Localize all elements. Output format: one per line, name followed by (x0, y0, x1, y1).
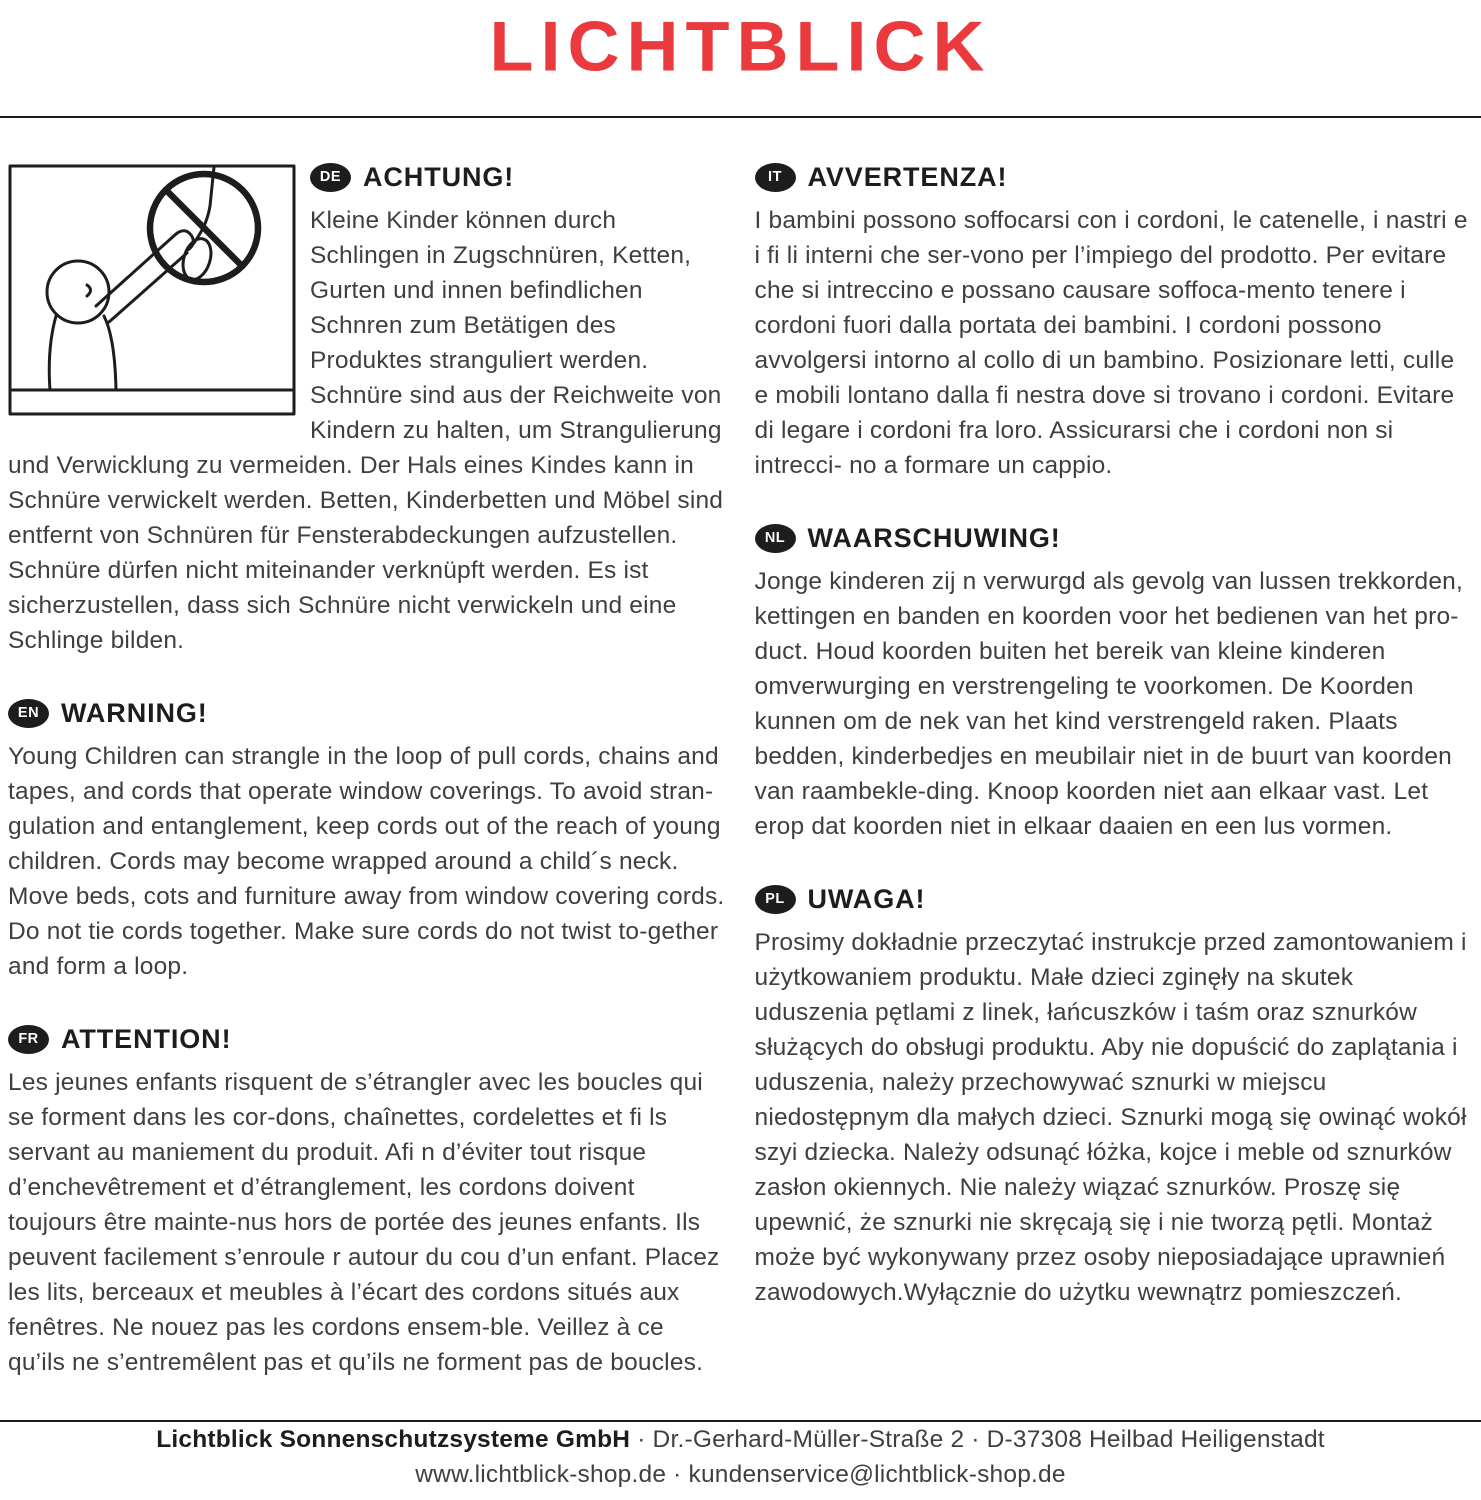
section-body-nl: Jonge kinderen zij n verwurgd als gevolg van lussen trekkorden, kettingen en banden en koorden voor het bedienen van het pro-duct. Houd koorden buiten het bereik van kleine kinderen omverwurging en verstrengeling te voorkomen. De Koorden kunnen om de nek van het kind verstrengeld raken. Plaats bedden, kinderbedjes en meubilair niet in de buurt van koorden van raambekle-ding. Knoop koorden niet aan elkaar vast. Let erop dat koorden niet in elkaar daaien en een lus vormen. (754, 567, 1464, 840)
prohibition-slash (166, 190, 242, 266)
section-body-fr: Les jeunes enfants risquent de s’étrangler avec les boucles qui se forment dans les cor-dons, chaînettes, cordelettes et fi ls servant au maniement du produit. Afi n d’éviter tout risque d’enchevêtrement et d’étranglement, les cordons doivent toujours être mainte-nus hors de portée des jeunes enfants. Ils peuvent facilement s’enroule r autour du cou d’un enfant. Placez les lits, berceaux et meubles à l’écart des cordons situés aux fenêtres. Ne nouez pas les cordons ensem-ble. Veillez à ce qu’ils ne s’entremêlent pas et qu’ils ne forment pas de boucles. (8, 1068, 720, 1376)
left-column (8, 162, 725, 1380)
section-title-nl: WAARSCHUWING! (807, 522, 1061, 553)
child-head (47, 261, 109, 323)
section-heading-pl (755, 884, 1472, 915)
lang-badge-de: DE (310, 163, 351, 192)
company-name: Lichtblick Sonnenschutzsysteme GmbH (156, 1426, 631, 1453)
strangulation-warning-illustration (8, 164, 296, 416)
section-nl (755, 523, 1472, 844)
child-hand (176, 230, 193, 249)
section-body-it: I bambini possono soffocarsi con i cordoni, le catenelle, i nastri e i fi li interni che ser-vono per l’impiego del prodotto. Per evitare che si intreccino e possano causare soffoca-mento tenere i cordoni fuori dalla portata dei bambini. I cordoni possono avvolgersi intorno al collo di un bambino. Posizionare letti, culle e mobili lontano dalla fi nestra dove si trovano i cordoni. Evitare di legare i cordoni fra loro. Assicurarsi che i cordoni non si intrecci- no a formare un cappio. (754, 206, 1468, 479)
footer-contact-line: www.lichtblick-shop.de · kundenservice@lichtblick-shop.de (415, 1461, 1066, 1488)
footer-address-line (0, 1422, 1481, 1457)
section-title-en: WARNING! (61, 697, 208, 728)
right-column (755, 162, 1472, 1380)
lang-badge-en: EN (8, 699, 49, 728)
section-fr (8, 1024, 725, 1380)
section-en (8, 698, 725, 984)
section-de (8, 162, 725, 658)
header (0, 0, 1481, 86)
section-heading-fr (8, 1024, 725, 1055)
content (0, 118, 1481, 1380)
lang-badge-pl: PL (755, 885, 796, 914)
section-title-fr: ATTENTION! (61, 1023, 232, 1054)
section-title-it: AVVERTENZA! (807, 161, 1008, 192)
section-pl (755, 884, 1472, 1310)
child-arm (96, 234, 176, 306)
brand-logo: LICHTBLICK (489, 7, 992, 87)
section-heading-de (310, 162, 725, 193)
section-it (755, 162, 1472, 483)
section-heading-it (755, 162, 1472, 193)
section-title-pl: UWAGA! (807, 883, 926, 914)
section-title-de: ACHTUNG! (363, 161, 515, 192)
lang-badge-fr: FR (8, 1025, 49, 1054)
section-body-pl: Prosimy dokładnie przeczytać instrukcje przed zamontowaniem i użytkowaniem produktu. Małe dzieci zginęły na skutek uduszenia pętlami z linek, łańcuszków i taśm oraz sznurków służących do obsługi produktu. Aby nie dopuścić do zaplątania i uduszenia, należy przechowywać sznurki w miejscu niedostępnym dla małych dzieci. Sznurki mogą się owinąć wokół szyi dziecka. Należy odsunąć łóżka, kojce i meble od sznurków zasłon okiennych. Nie należy wiązać sznurków. Proszę się upewnić, że sznurki nie skręcają się i nie tworzą pętli. Montaż może być wykonywany przez osoby nieposiadające uprawnień zawodowych.Wyłącznie do użytku wewnątrz pomieszczeń. (754, 928, 1467, 1306)
child-cord-warning-drawing (8, 164, 296, 416)
lang-badge-it: IT (755, 163, 796, 192)
section-heading-nl (755, 523, 1472, 554)
footer (0, 1422, 1481, 1492)
lang-badge-nl: NL (755, 524, 796, 553)
company-address: · Dr.-Gerhard-Müller-Straße 2 · D-37308 Heilbad Heiligenstadt (630, 1426, 1325, 1453)
section-body-de: Kleine Kinder können durch Schlingen in Zugschnüren, Ketten, Gurten und innen befindlichen Schnren zum Betätigen des Produktes stranguliert werden. Schnüre sind aus der Reichweite von Kindern zu halten, um Strangulierung und Verwicklung zu vermeiden. Der Hals eines Kindes kann in Schnüre verwickelt werden. Betten, Kinderbetten und Möbel sind entfernt von Schnüren für Fensterabdeckungen aufzustellen. Schnüre dürfen nicht miteinander verknüpft werden. Es ist sicherzustellen, dass sich Schnüre nicht verwickeln und eine Schlinge bilden. (8, 206, 724, 654)
section-heading-en (8, 698, 725, 729)
section-body-en: Young Children can strangle in the loop of pull cords, chains and tapes, and cords that operate window coverings. To avoid stran-gulation and entanglement, keep cords out of the reach of young children. Cords may become wrapped around a child´s neck. Move beds, cots and furniture away from window covering cords. Do not tie cords together. Make sure cords do not twist to-gether and form a loop. (8, 742, 725, 980)
